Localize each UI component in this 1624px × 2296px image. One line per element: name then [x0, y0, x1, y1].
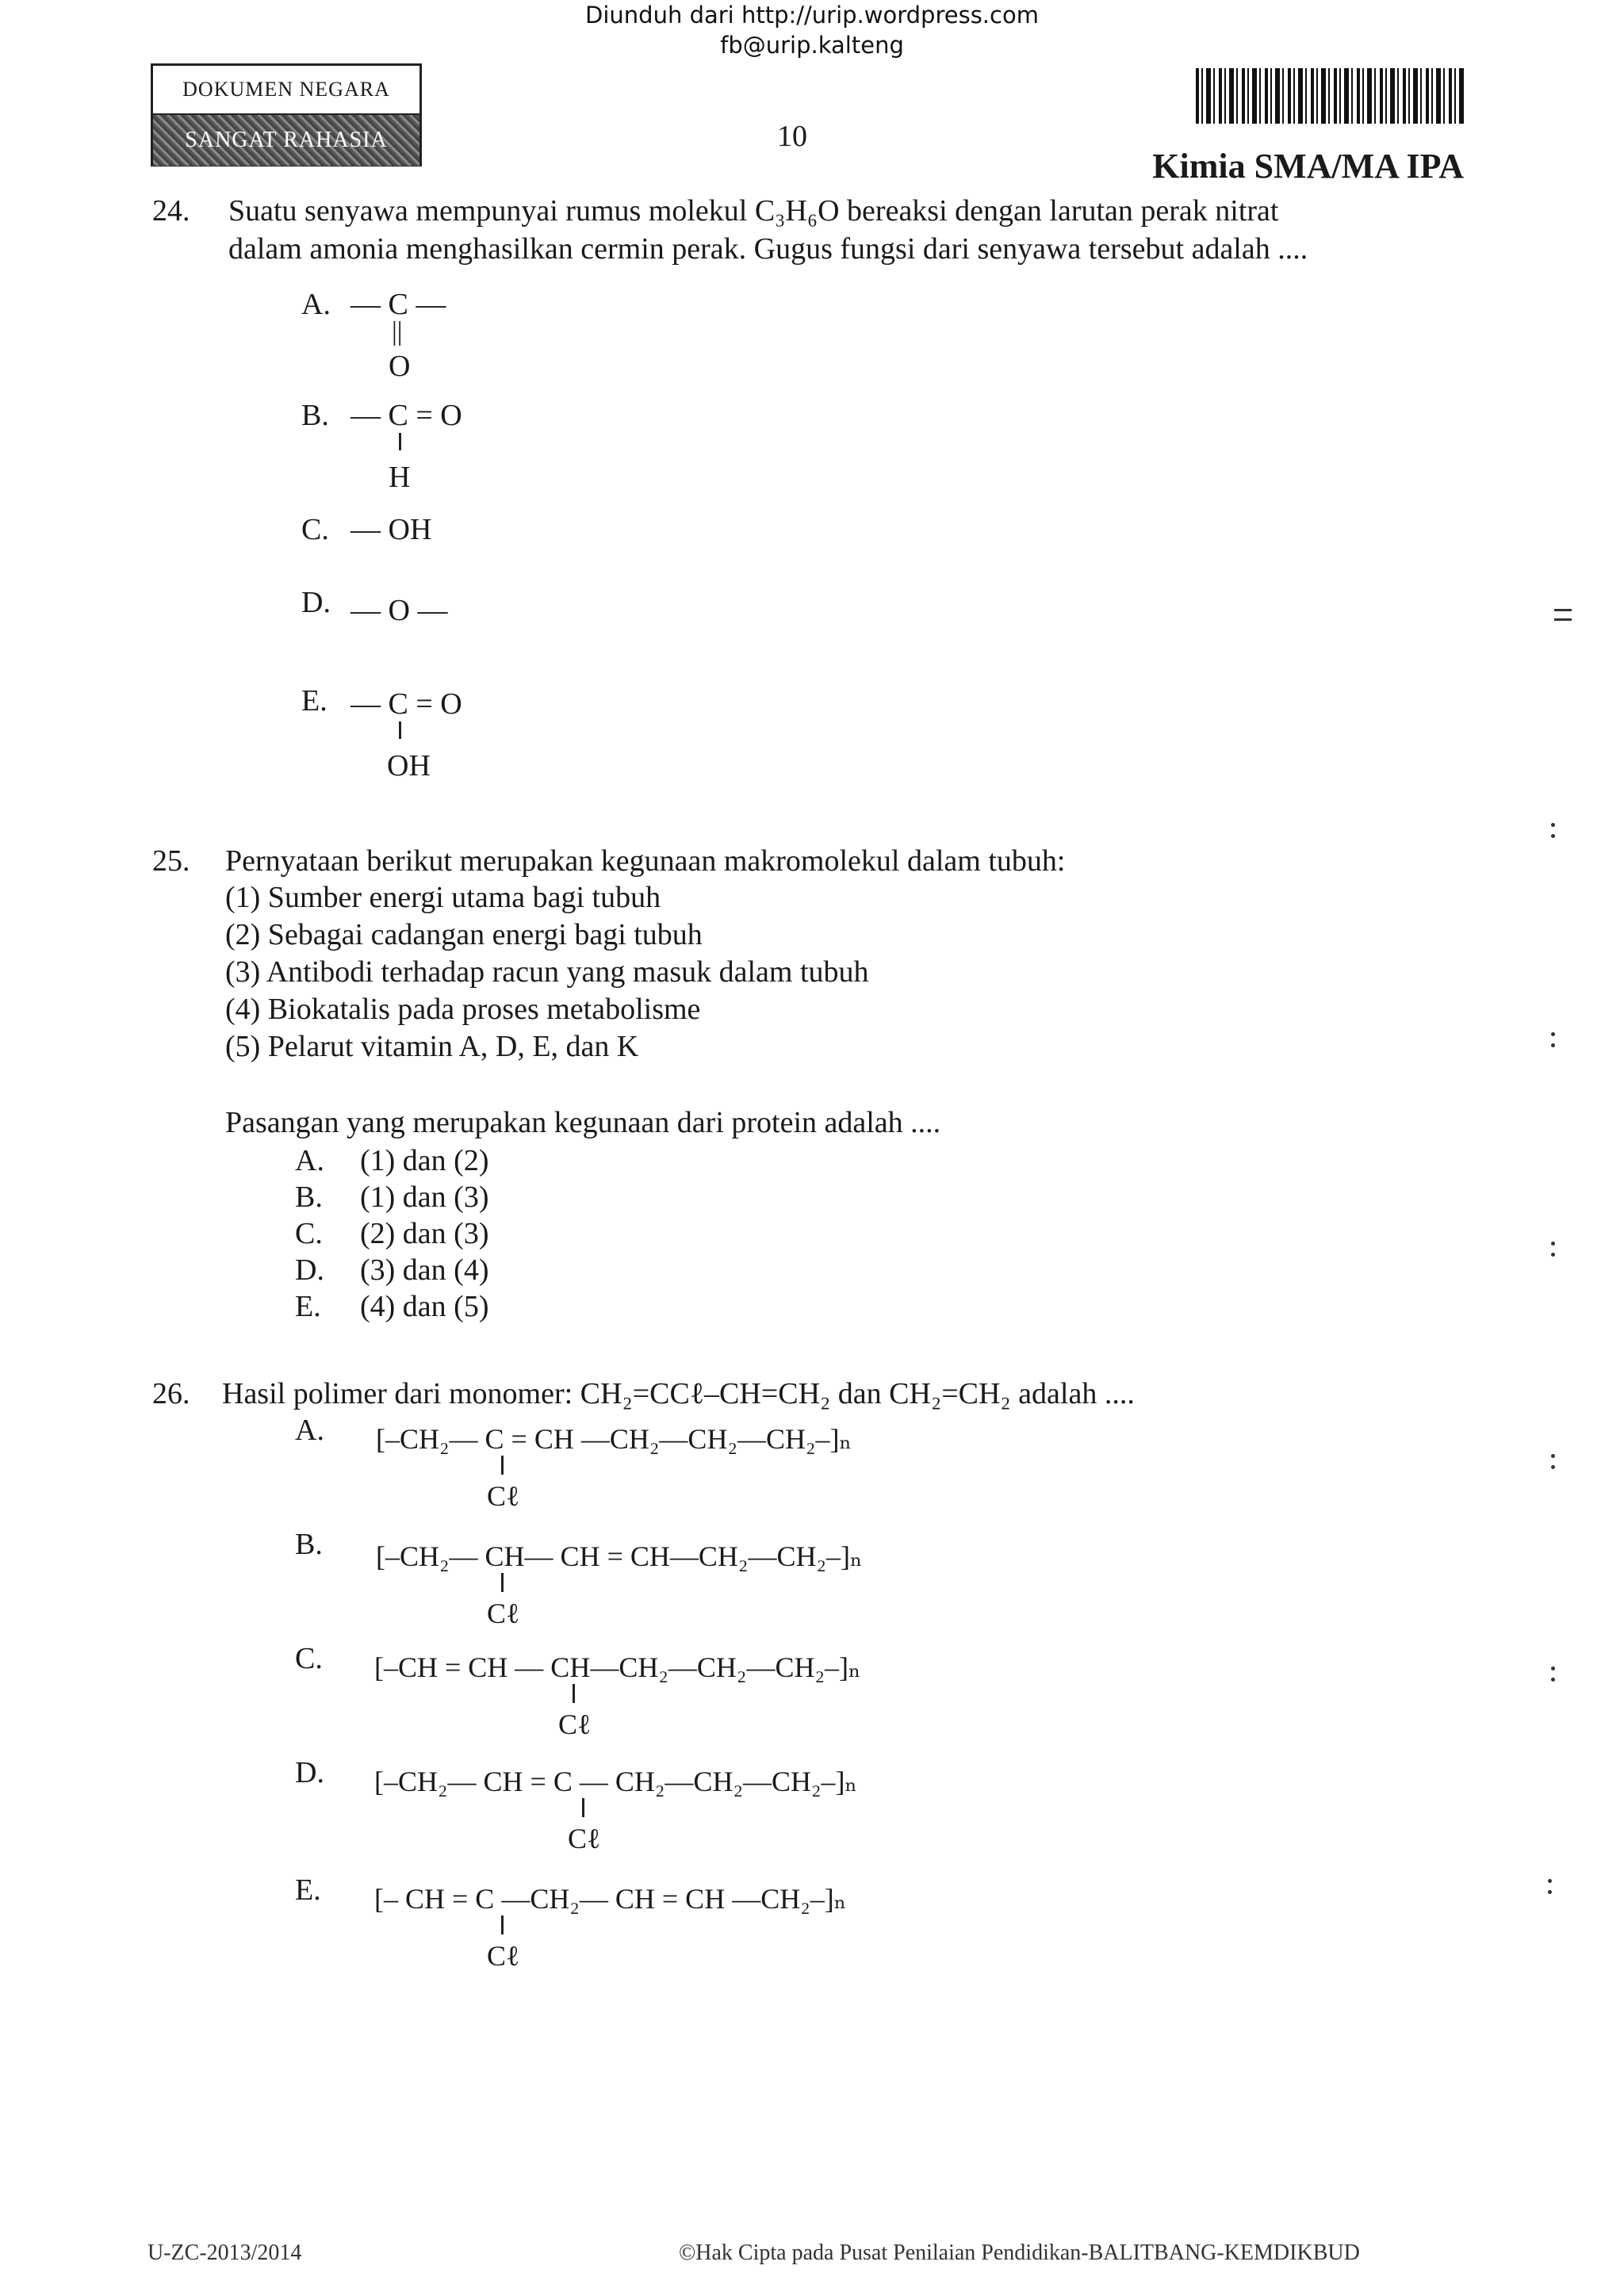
q25-option-b-text: (1) dan (3)	[360, 1181, 489, 1214]
q26-option-c-bond	[573, 1684, 575, 1703]
source-facebook: fb@urip.kalteng	[720, 32, 904, 59]
q24-line2: dalam amonia menghasilkan cermin perak. Gugus fungsi dari senyawa tersebut adalah ....	[228, 232, 1308, 266]
q24-option-a-letter: A.	[301, 288, 331, 321]
q25-option-e-letter: E.	[295, 1290, 321, 1323]
margin-dot	[1551, 1465, 1555, 1469]
margin-dot	[1551, 1454, 1555, 1458]
margin-dot	[1548, 1890, 1552, 1894]
q26-option-a-substituent: Cℓ	[487, 1480, 520, 1512]
q26-option-b-formula: [–CH₂— CH— CH = CH—CH₂—CH₂–]ₙ	[376, 1540, 863, 1572]
q24-option-c-structure: — OH	[350, 513, 432, 546]
q26-option-e-bond	[501, 1915, 504, 1934]
q25-statement-4: (4) Biokatalis pada proses metabolisme	[225, 993, 701, 1026]
subject-title: Kimia SMA/MA IPA	[1152, 147, 1464, 186]
margin-dot	[1551, 1043, 1555, 1047]
margin-dot	[1551, 1667, 1555, 1670]
q24-option-b-letter: B.	[301, 399, 329, 432]
q24-option-b-bond	[399, 433, 401, 450]
q25-option-d-text: (3) dan (4)	[360, 1253, 489, 1287]
q25-option-d-letter: D.	[295, 1253, 324, 1287]
q25-statement-1: (1) Sumber energi utama bagi tubuh	[225, 881, 661, 914]
q25-statement-2: (2) Sebagai cadangan energi bagi tubuh	[225, 918, 703, 951]
q26-option-a-bond	[501, 1456, 504, 1475]
q24-option-a-structure: — C —	[350, 288, 446, 321]
q24-option-e-bond	[399, 721, 401, 739]
q25-option-a-letter: A.	[295, 1144, 324, 1177]
q24-option-a-oxygen: O	[389, 350, 411, 383]
footer-code: U-ZC-2013/2014	[147, 2241, 302, 2265]
margin-dot	[1551, 1678, 1555, 1682]
q26-number: 26.	[152, 1377, 190, 1410]
footer-copyright: ©Hak Cipta pada Pusat Penilaian Pendidikan-BALITBANG-KEMDIKBUD	[679, 2241, 1360, 2265]
q24-number: 24.	[152, 194, 190, 228]
q25-option-c-text: (2) dan (3)	[360, 1217, 489, 1250]
q26-option-c-substituent: Cℓ	[558, 1709, 592, 1740]
q26-option-d-substituent: Cℓ	[568, 1823, 601, 1854]
margin-dot	[1551, 1032, 1555, 1036]
q26-option-b-letter: B.	[295, 1528, 323, 1561]
q26-option-c-letter: C.	[295, 1642, 323, 1675]
margin-dot	[1551, 834, 1555, 838]
q24-option-d-letter: D.	[301, 586, 331, 619]
q25-option-a-text: (1) dan (2)	[360, 1144, 489, 1177]
q26-option-e-formula: [– CH = C —CH₂— CH = CH —CH₂–]ₙ	[374, 1883, 847, 1915]
q26-option-c-formula: [–CH = CH — CH—CH₂—CH₂—CH₂–]ₙ	[374, 1651, 861, 1683]
secret-label: SANGAT RAHASIA	[153, 115, 419, 166]
q26-stem: Hasil polimer dari monomer: CH₂=CCℓ–CH=CH₂ dan CH₂=CH₂ adalah ....	[222, 1377, 1135, 1410]
margin-mark	[1554, 618, 1572, 621]
q25-statement-3: (3) Antibodi terhadap racun yang masuk dalam tubuh	[225, 955, 869, 989]
margin-dot	[1548, 1879, 1552, 1883]
q24-option-b-hydrogen: H	[389, 461, 411, 494]
q24-option-a-double-bond: ||	[392, 317, 403, 346]
doc-label: DOKUMEN NEGARA	[153, 66, 419, 115]
document-classification-box	[151, 63, 422, 166]
q26-option-d-formula: [–CH₂— CH = C — CH₂—CH₂—CH₂–]ₙ	[374, 1766, 858, 1797]
q24-option-c-letter: C.	[301, 513, 329, 546]
margin-dot	[1551, 823, 1555, 827]
q26-option-d-letter: D.	[295, 1756, 324, 1789]
q25-option-e-text: (4) dan (5)	[360, 1290, 489, 1323]
q26-option-d-bond	[582, 1798, 584, 1817]
q24-option-d-structure: — O —	[350, 594, 448, 627]
q26-option-e-substituent: Cℓ	[487, 1940, 520, 1972]
q25-statement-5: (5) Pelarut vitamin A, D, E, dan K	[225, 1030, 639, 1063]
margin-dot	[1551, 1242, 1555, 1246]
q24-option-e-hydroxyl: OH	[387, 749, 431, 783]
q24-option-b-structure: — C = O	[350, 399, 462, 432]
margin-dot	[1551, 1253, 1555, 1257]
q25-intro: Pernyataan berikut merupakan kegunaan makromolekul dalam tubuh:	[225, 844, 1066, 878]
q26-option-b-substituent: Cℓ	[487, 1598, 520, 1629]
margin-mark	[1554, 609, 1572, 611]
q26-option-a-formula: [–CH₂— C = CH —CH₂—CH₂—CH₂–]ₙ	[376, 1423, 852, 1455]
q26-option-e-letter: E.	[295, 1873, 321, 1907]
q25-option-b-letter: B.	[295, 1181, 323, 1214]
q26-option-a-letter: A.	[295, 1414, 324, 1447]
q24-option-e-structure: — C = O	[350, 687, 462, 721]
q26-option-b-bond	[501, 1573, 504, 1592]
q24-line1: Suatu senyawa mempunyai rumus molekul C₃H₆O bereaksi dengan larutan perak nitrat	[228, 194, 1279, 228]
q25-number: 25.	[152, 844, 190, 878]
barcode-image	[1196, 68, 1464, 124]
q25-option-c-letter: C.	[295, 1217, 323, 1250]
q24-option-e-letter: E.	[301, 684, 327, 718]
page-number: 10	[777, 120, 807, 153]
source-url: Diunduh dari http://urip.wordpress.com	[585, 2, 1039, 29]
q25-question: Pasangan yang merupakan kegunaan dari protein adalah ....	[225, 1106, 941, 1139]
